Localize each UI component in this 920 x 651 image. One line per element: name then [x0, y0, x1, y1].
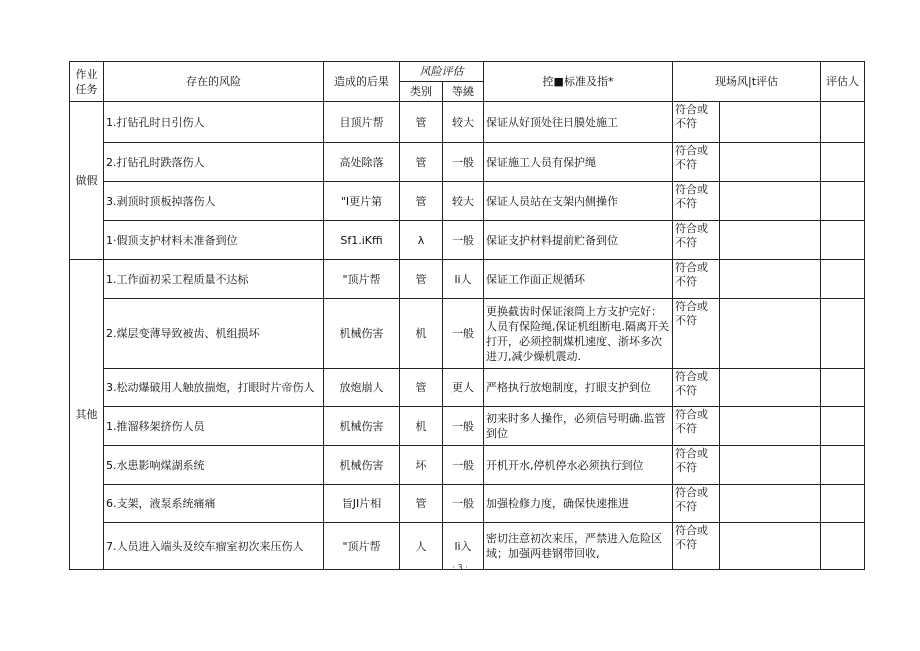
- consequence-cell: "顶片帮: [324, 260, 400, 299]
- risk-cell: 5.水患影响煤湖系统: [104, 446, 324, 485]
- site-blank-cell: [720, 299, 821, 369]
- assessor-cell: [821, 260, 865, 299]
- control-cell: 保证从好顶处往日膜处施工: [484, 102, 673, 143]
- site-blank-cell: [720, 102, 821, 143]
- header-site-assessment: 现场风|t评估: [673, 62, 821, 102]
- header-row-1: [70, 62, 865, 82]
- consequence-cell: Sf1.iKffi: [324, 221, 400, 260]
- assessor-cell: [821, 221, 865, 260]
- site-blank-cell: [720, 485, 821, 523]
- site-result-cell: 符合或不符: [673, 369, 720, 407]
- site-result-cell: 符合或不符: [673, 102, 720, 143]
- control-cell: 保证人员站在支架内侧操作: [484, 182, 673, 221]
- header-level: 等繞: [443, 82, 484, 102]
- table-row: [70, 299, 865, 369]
- risk-cell: 6.支架，液泵系统痛痛: [104, 485, 324, 523]
- level-cell: 较大: [443, 182, 484, 221]
- risk-cell: 3.剥顶时顶板掉落伤人: [104, 182, 324, 221]
- level-cell: 一般: [443, 299, 484, 369]
- table-row: [70, 143, 865, 182]
- level-cell: 更人: [443, 369, 484, 407]
- control-cell: 保证支护材料提前贮备到位: [484, 221, 673, 260]
- category-cell: λ: [400, 221, 443, 260]
- site-blank-cell: [720, 369, 821, 407]
- control-cell: 更换截齿时保证滚筒上方支护完好：人员有保险绳,保证机组断电.隔离开关打开，必须控制煤机速度、浙坏多次进刀,减少燥机震动.: [484, 299, 673, 369]
- page-number: · 3 ·: [452, 563, 468, 572]
- assessor-cell: [821, 369, 865, 407]
- table-row: [70, 221, 865, 260]
- level-cell: 一般: [443, 221, 484, 260]
- header-assessment: 风险评估: [400, 62, 484, 82]
- risk-assessment-table: [69, 61, 865, 570]
- category-cell: 管: [400, 143, 443, 182]
- assessor-cell: [821, 407, 865, 446]
- site-result-cell: 符合或不符: [673, 446, 720, 485]
- table-row: [70, 260, 865, 299]
- consequence-cell: 放炮崩人: [324, 369, 400, 407]
- control-cell: 保证施工人员有保护绳: [484, 143, 673, 182]
- risk-cell: 1.工作面初采工程质量不达标: [104, 260, 324, 299]
- risk-cell: 1.打钻孔时日引伤人: [104, 102, 324, 143]
- site-result-cell: 符合或不符: [673, 523, 720, 570]
- category-cell: 人: [400, 523, 443, 570]
- header-control: 控■标准及指*: [484, 62, 673, 102]
- site-result-cell: 符合或不符: [673, 485, 720, 523]
- header-category: 类别: [400, 82, 443, 102]
- category-cell: 坏: [400, 446, 443, 485]
- risk-cell: 1·假顶支护材料未准备到位: [104, 221, 324, 260]
- consequence-cell: "顶片帮: [324, 523, 400, 570]
- site-blank-cell: [720, 446, 821, 485]
- assessor-cell: [821, 182, 865, 221]
- category-cell: 管: [400, 260, 443, 299]
- site-result-cell: 符合或不符: [673, 143, 720, 182]
- level-cell: li入: [443, 523, 484, 570]
- category-cell: 管: [400, 182, 443, 221]
- consequence-cell: 高处除落: [324, 143, 400, 182]
- category-cell: 机: [400, 407, 443, 446]
- table-row: [70, 102, 865, 143]
- site-result-cell: 符合或不符: [673, 221, 720, 260]
- risk-cell: 7.人员进入端头及绞车瘤室初次来压伤人: [104, 523, 324, 570]
- site-blank-cell: [720, 407, 821, 446]
- task-cell: 其他: [70, 260, 104, 570]
- control-cell: 开机开水,停机停水必须执行到位: [484, 446, 673, 485]
- header-assessor: 评估人: [821, 62, 865, 102]
- level-cell: li人: [443, 260, 484, 299]
- control-cell: 加强检修力度，确保快速推进: [484, 485, 673, 523]
- consequence-cell: "I更片第: [324, 182, 400, 221]
- task-cell: 做假: [70, 102, 104, 260]
- assessor-cell: [821, 102, 865, 143]
- consequence-cell: 机械伤害: [324, 446, 400, 485]
- table-row: [70, 369, 865, 407]
- risk-cell: 2.打钻孔时跌落伤人: [104, 143, 324, 182]
- risk-cell: 3.松动爆破用人触放揣炮，打眼时片帝伤人: [104, 369, 324, 407]
- control-cell: 密切注意初次来压，严禁进入危险区域；加强两巷钢带回收,: [484, 523, 673, 570]
- header-task: 作业任务: [70, 62, 104, 102]
- control-cell: 严格执行放炮制度，打眼支护到位: [484, 369, 673, 407]
- table-row: [70, 446, 865, 485]
- site-blank-cell: [720, 182, 821, 221]
- level-cell: 较大: [443, 102, 484, 143]
- level-cell: 一般: [443, 407, 484, 446]
- control-cell: 保证工作面正规循环: [484, 260, 673, 299]
- header-risk: 存在的风险: [104, 62, 324, 102]
- consequence-cell: 机械伤害: [324, 299, 400, 369]
- category-cell: 管: [400, 369, 443, 407]
- site-blank-cell: [720, 260, 821, 299]
- assessor-cell: [821, 485, 865, 523]
- site-result-cell: 符合或不符: [673, 260, 720, 299]
- table-row: [70, 182, 865, 221]
- assessor-cell: [821, 299, 865, 369]
- consequence-cell: 机械伤害: [324, 407, 400, 446]
- category-cell: 管: [400, 102, 443, 143]
- level-cell: 一般: [443, 485, 484, 523]
- table-row: [70, 407, 865, 446]
- control-cell: 初来时多人操作，必须信号明确.监管到位: [484, 407, 673, 446]
- header-consequence: 造成的后果: [324, 62, 400, 102]
- site-blank-cell: [720, 221, 821, 260]
- site-blank-cell: [720, 143, 821, 182]
- site-result-cell: 符合或不符: [673, 182, 720, 221]
- assessor-cell: [821, 143, 865, 182]
- risk-cell: 1.推溜移架挤伤人员: [104, 407, 324, 446]
- site-result-cell: 符合或不符: [673, 407, 720, 446]
- category-cell: 机: [400, 299, 443, 369]
- consequence-cell: 旨JI片相: [324, 485, 400, 523]
- risk-cell: 2.煤层变薄导致被齿、机组损坏: [104, 299, 324, 369]
- assessor-cell: [821, 446, 865, 485]
- table-row: [70, 485, 865, 523]
- category-cell: 管: [400, 485, 443, 523]
- consequence-cell: 目顶片帮: [324, 102, 400, 143]
- level-cell: 一般: [443, 143, 484, 182]
- site-result-cell: 符合或不符: [673, 299, 720, 369]
- level-cell: 一般: [443, 446, 484, 485]
